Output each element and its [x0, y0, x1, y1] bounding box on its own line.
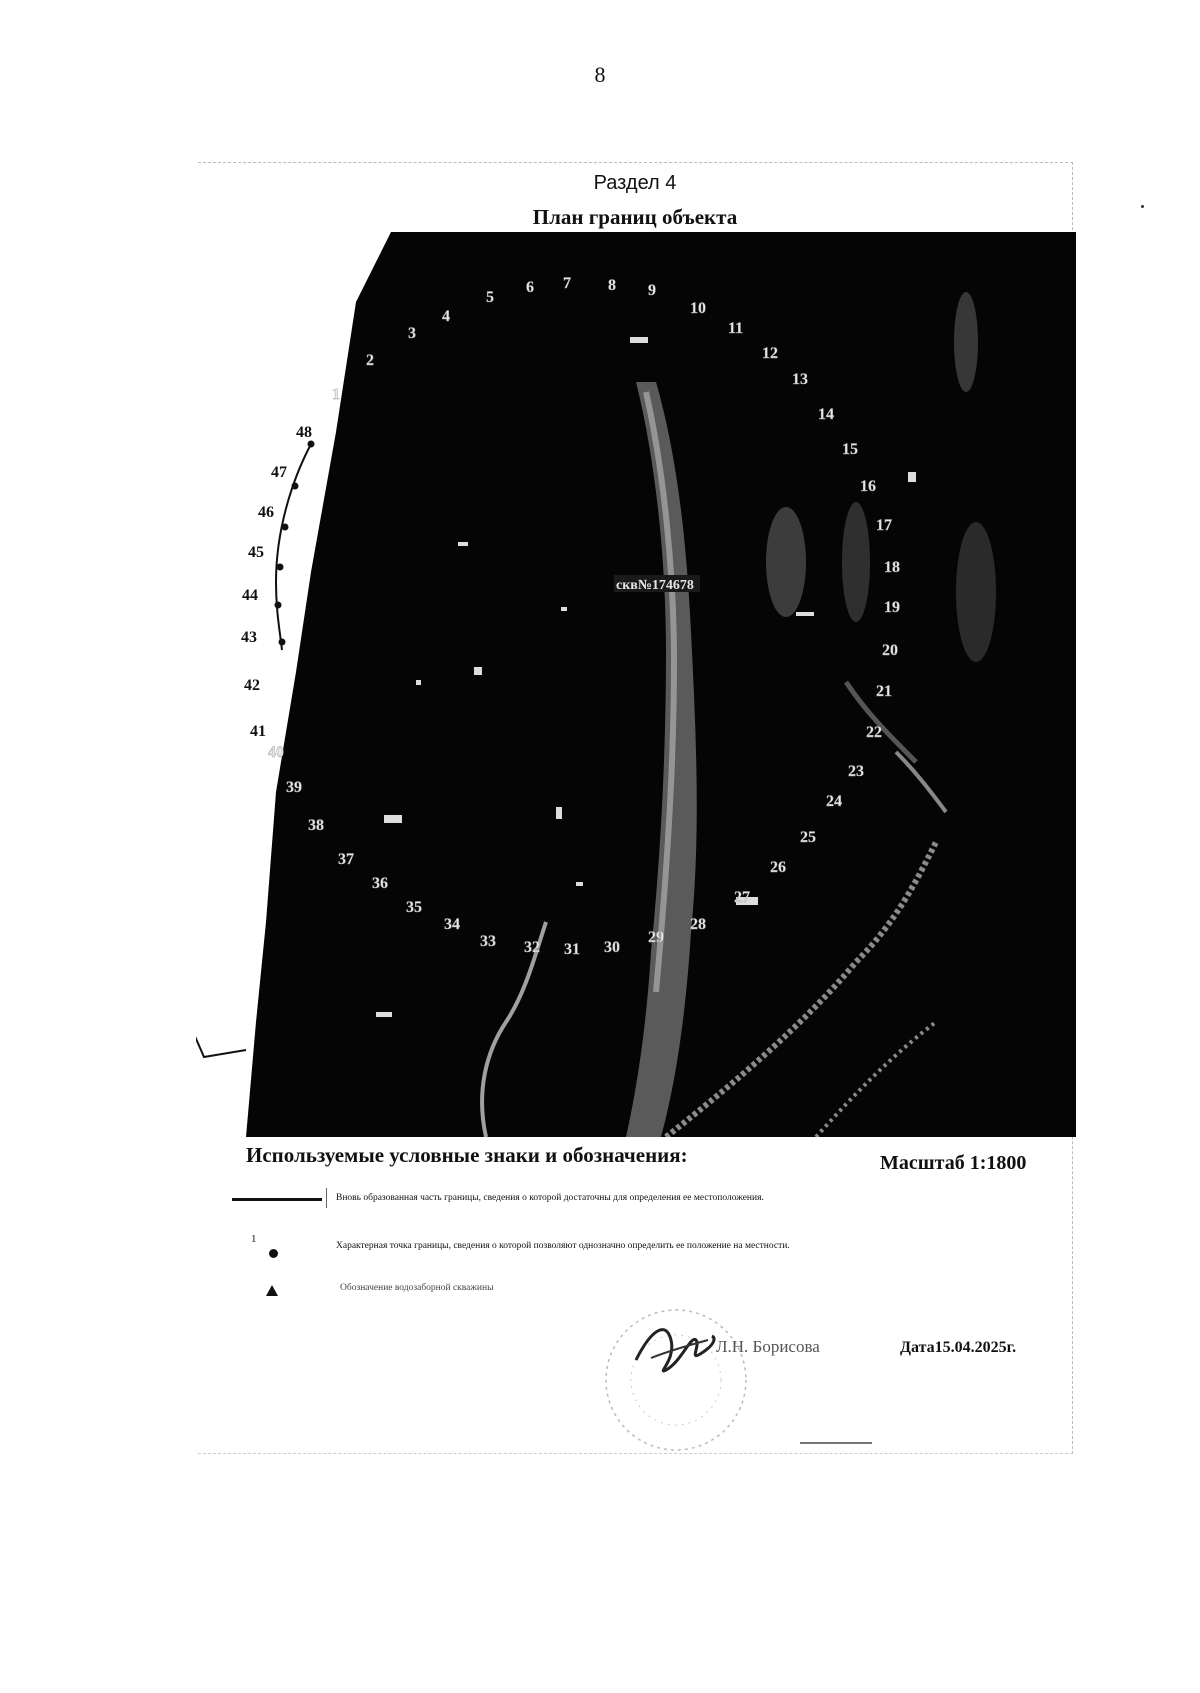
point-label-1: 1: [332, 386, 340, 403]
plan-title: План границ объекта: [532, 205, 738, 229]
point-label-7: 7: [563, 275, 571, 292]
stamp-signature: [596, 1280, 756, 1470]
point-label-33: 33: [480, 933, 496, 950]
point-label-42: 42: [244, 677, 260, 694]
legend-well-text: Обозначение водозаборной скважины: [340, 1283, 494, 1293]
point-label-32: 32: [524, 939, 540, 956]
point-label-41: 41: [250, 723, 266, 740]
point-label-44: 44: [242, 587, 258, 604]
point-label-45: 45: [248, 544, 264, 561]
point-label-23: 23: [848, 763, 864, 780]
boundary-map: [196, 232, 1076, 1137]
boundary-line-symbol: [232, 1198, 322, 1201]
point-label-4: 4: [442, 308, 450, 325]
point-label-20: 20: [882, 642, 898, 659]
legend-point-text: Характерная точка границы, сведения о которой позволяют однозначно определить ее положение на местности.: [336, 1241, 790, 1251]
legend-line-text: Вновь образованная часть границы, сведения о которой достаточны для определения ее местоположения.: [336, 1193, 764, 1203]
point-label-26: 26: [770, 859, 786, 876]
point-label-15: 15: [842, 441, 858, 458]
legend-title: Используемые условные знаки и обозначения:: [246, 1143, 688, 1167]
point-label-38: 38: [308, 817, 324, 834]
scale-label: Масштаб 1:1800: [880, 1152, 1027, 1174]
point-label-2: 2: [366, 352, 374, 369]
point-label-48: 48: [296, 424, 312, 441]
point-label-46: 46: [258, 504, 274, 521]
point-label-3: 3: [408, 325, 416, 342]
signature-line: [800, 1442, 872, 1444]
point-label-31: 31: [564, 941, 580, 958]
signer-name: Л.Н. Борисова: [716, 1337, 820, 1356]
point-label-13: 13: [792, 371, 808, 388]
point-label-6: 6: [526, 279, 534, 296]
point-label-5: 5: [486, 289, 494, 306]
point-label-35: 35: [406, 899, 422, 916]
point-label-39: 39: [286, 779, 302, 796]
point-label-25: 25: [800, 829, 816, 846]
point-label-28: 28: [690, 916, 706, 933]
well-label: скв№174678: [616, 578, 694, 593]
legend-point-number: 1: [251, 1233, 257, 1245]
point-label-47: 47: [271, 464, 287, 481]
page-number: 8: [594, 62, 606, 87]
point-dot-icon: [269, 1249, 278, 1258]
point-label-22: 22: [866, 724, 882, 741]
point-label-10: 10: [690, 300, 706, 317]
point-label-16: 16: [860, 478, 876, 495]
point-label-37: 37: [338, 851, 354, 868]
point-label-24: 24: [826, 793, 842, 810]
section-title: Раздел 4: [593, 172, 677, 194]
point-label-11: 11: [728, 320, 744, 337]
outer-line: [196, 1002, 246, 1057]
point-label-34: 34: [444, 916, 460, 933]
point-label-30: 30: [604, 939, 620, 956]
signature-date: Дата15.04.2025г.: [900, 1339, 1017, 1356]
point-label-17: 17: [876, 517, 892, 534]
point-label-27: 27: [734, 889, 750, 906]
point-label-18: 18: [884, 559, 900, 576]
point-label-43: 43: [241, 629, 257, 646]
point-label-12: 12: [762, 345, 778, 362]
point-label-29: 29: [648, 929, 664, 946]
point-label-21: 21: [876, 683, 892, 700]
point-label-19: 19: [884, 599, 900, 616]
point-label-40: 40: [268, 744, 284, 761]
point-label-14: 14: [818, 406, 834, 423]
point-label-8: 8: [608, 277, 616, 294]
point-label-9: 9: [648, 282, 656, 299]
point-label-36: 36: [372, 875, 388, 892]
boundary-line-tick: [326, 1188, 327, 1208]
scan-speck: [1141, 205, 1144, 208]
well-triangle-icon: [266, 1285, 278, 1296]
